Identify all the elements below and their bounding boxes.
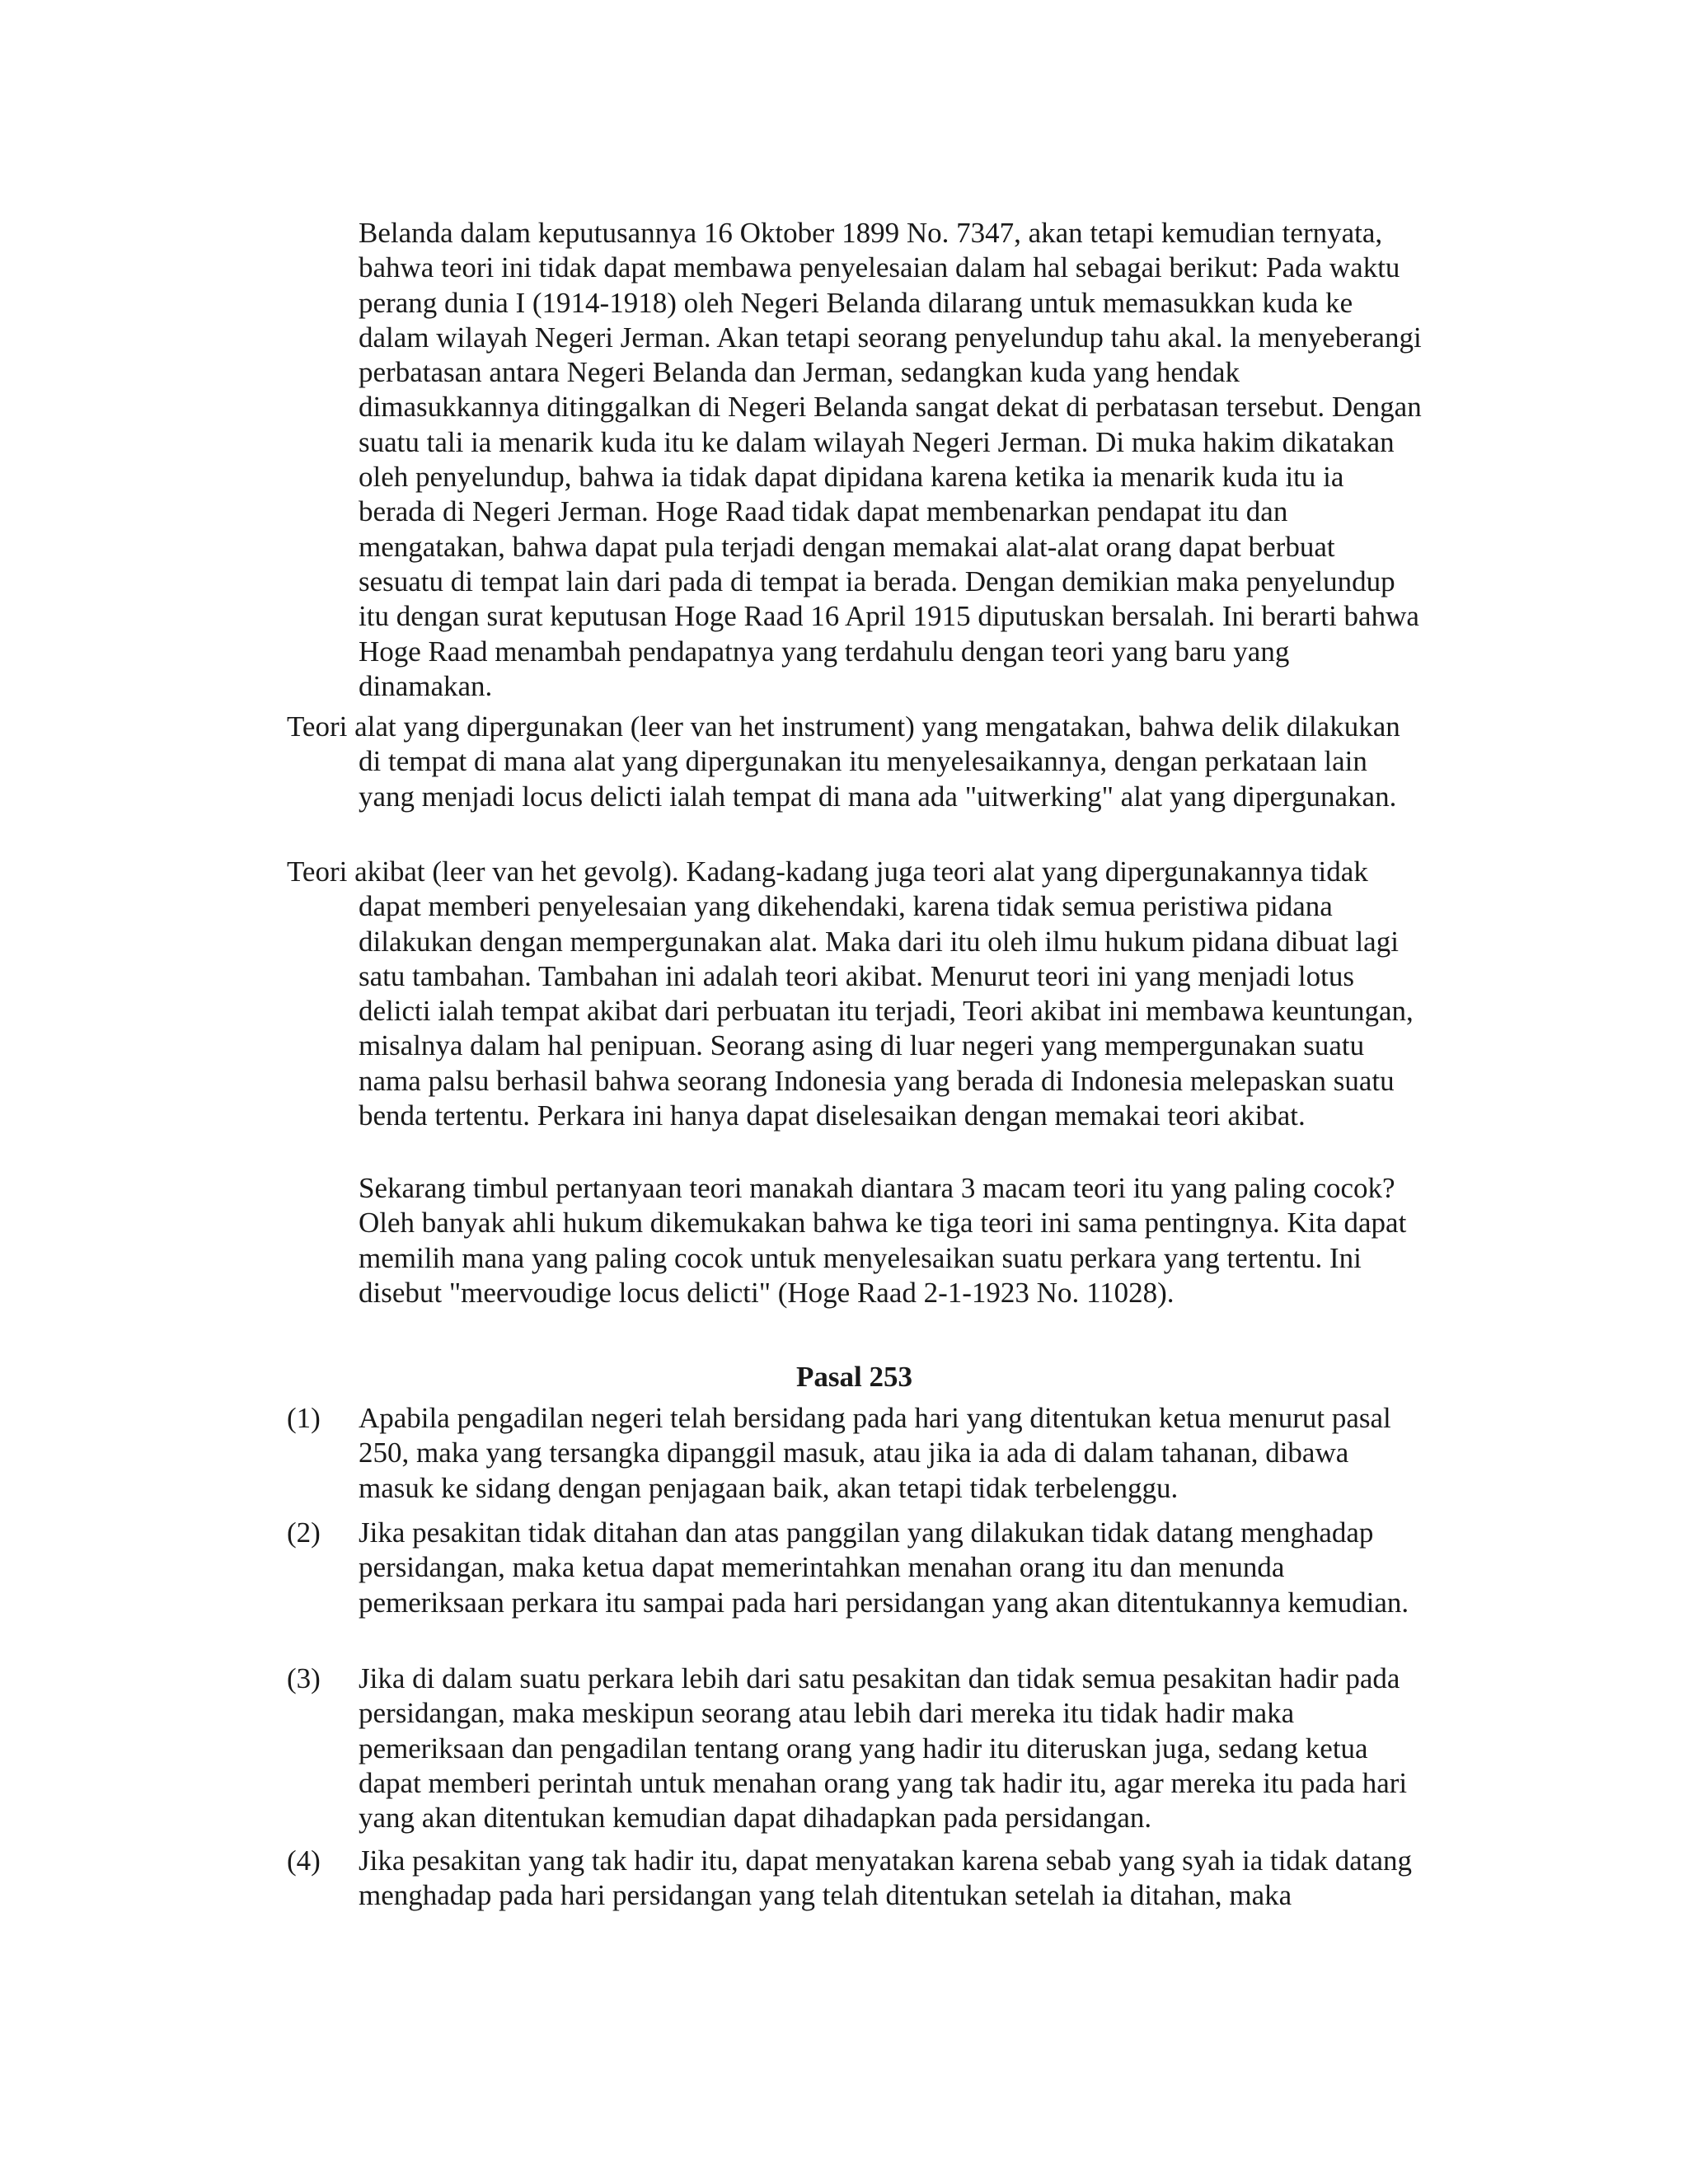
paragraph-locus-delicti: Sekarang timbul pertanyaan teori manakah diantara 3 macam teori itu yang paling cocok? Oleh banyak ahli hukum dikemukakan bahwa ke tiga teori ini sama pentingnya. Kita dapat memilih mana yang paling cocok untuk menyelesaikan suatu perkara yang tertentu. Ini disebut "meervoudige locus delicti" (Hoge Raad 2-1-1923 No. 11028).	[359, 1172, 1407, 1309]
item-text: Jika pesakitan tidak ditahan dan atas panggilan yang dilakukan tidak datang menghadap persidangan, maka ketua dapat memerintahkan menahan orang itu dan menunda pemeriksaan perkara itu sampai pada hari persidangan yang akan ditentukannya kemudian.	[359, 1516, 1409, 1619]
list-item	[287, 1401, 1422, 1506]
list-item	[287, 1516, 1422, 1620]
item-text: Jika di dalam suatu perkara lebih dari satu pesakitan dan tidak semua pesakitan hadir pada persidangan, maka meskipun seorang atau lebih dari mereka itu tidak hadir maka pemeriksaan dan pengadilan tentang orang yang hadir itu diteruskan juga, sedang ketua dapat memberi perintah untuk menahan orang yang tak hadir itu, agar mereka itu pada hari yang akan ditentukan kemudian dapat dihadapkan pada persidangan.	[359, 1662, 1408, 1835]
section-heading: Pasal 253	[796, 1361, 912, 1393]
item-text: Jika pesakitan yang tak hadir itu, dapat menyatakan karena sebab yang syah ia tidak datang menghadap pada hari persidangan yang telah ditentukan setelah ia ditahan, maka	[359, 1844, 1413, 1912]
item-text: Apabila pengadilan negeri telah bersidang pada hari yang ditentukan ketua menurut pasal 250, maka yang tersangka dipanggil masuk, atau jika ia ada di dalam tahanan, dibawa masuk ke sidang dengan penjagaan baik, akan tetapi tidak terbelenggu.	[359, 1402, 1391, 1504]
item-number: (1)	[287, 1402, 321, 1434]
list-item	[287, 1661, 1422, 1835]
list-item	[287, 1844, 1422, 1914]
item-number: (3)	[287, 1662, 321, 1694]
paragraph-teori-alat: Teori alat yang dipergunakan (leer van het instrument) yang mengatakan, bahwa delik dilakukan di tempat di mana alat yang dipergunakan itu menyelesaikannya, dengan perkataan lain yang menjadi locus delicti ialah tempat di mana ada "uitwerking" alat yang dipergunakan.	[287, 710, 1400, 813]
item-number: (2)	[287, 1516, 321, 1549]
paragraph-teori-akibat: Teori akibat (leer van het gevolg). Kadang-kadang juga teori alat yang dipergunakannya tidak dapat memberi penyelesaian yang dikehendaki, karena tidak semua peristiwa pidana dilakukan dengan mempergunakan alat. Maka dari itu oleh ilmu hukum pidana dibuat lagi satu tambahan. Tambahan ini adalah teori akibat. Menurut teori ini yang menjadi lotus delicti ialah tempat akibat dari perbuatan itu terjadi, Teori akibat ini membawa keuntungan, misalnya dalam hal penipuan. Seorang asing di luar negeri yang mempergunakan suatu nama palsu berhasil bahwa seorang Indonesia yang berada di Indonesia melepaskan suatu benda tertentu. Perkara ini hanya dapat diselesaikan dengan memakai teori akibat.	[287, 855, 1414, 1132]
paragraph-hoge-raad-case: Belanda dalam keputusannya 16 Oktober 1899 No. 7347, akan tetapi kemudian ternyata, bahwa teori ini tidak dapat membawa penyelesaian dalam hal sebagai berikut: Pada waktu perang dunia I (1914-1918) oleh Negeri Belanda dilarang untuk memasukkan kuda ke dalam wilayah Negeri Jerman. Akan tetapi seorang penyelundup tahu akal. la menyeberangi perbatasan antara Negeri Belanda dan Jerman, sedangkan kuda yang hendak dimasukkannya ditinggalkan di Negeri Belanda sangat dekat di perbatasan tersebut. Dengan suatu tali ia menarik kuda itu ke dalam wilayah Negeri Jerman. Di muka hakim dikatakan oleh penyelundup, bahwa ia tidak dapat dipidana karena ketika ia menarik kuda itu ia berada di Negeri Jerman. Hoge Raad tidak dapat membenarkan pendapat itu dan mengatakan, bahwa dapat pula terjadi dengan memakai alat-alat orang dapat berbuat sesuatu di tempat lain dari pada di tempat ia berada. Dengan demikian maka penyelundup itu dengan surat keputusan Hoge Raad 16 April 1915 diputuskan bersalah. Ini berarti bahwa Hoge Raad menambah pendapatnya yang terdahulu dengan teori yang baru yang dinamakan.	[359, 217, 1422, 702]
item-number: (4)	[287, 1844, 321, 1877]
